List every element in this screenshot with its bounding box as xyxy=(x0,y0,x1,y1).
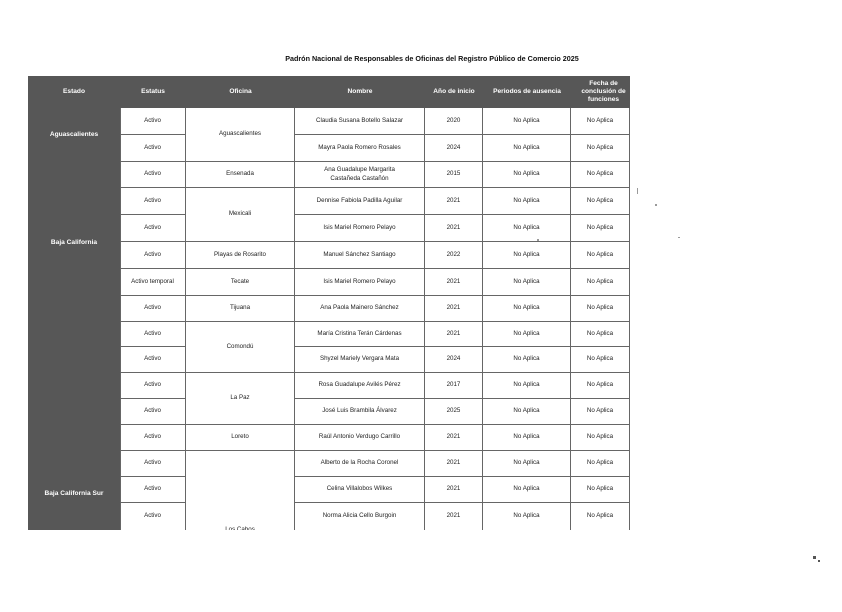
nombre-cell: José Luis Brambila Álvarez xyxy=(295,399,425,425)
fecha-cell: No Aplica xyxy=(571,269,630,296)
nombre-cell: Claudia Susana Botello Salazar xyxy=(295,108,425,135)
oficina-cell: Playas de Rosarito xyxy=(186,242,295,269)
oficina-cell: La Paz xyxy=(186,373,295,425)
nombre-cell: Raúl Antonio Verdugo Carrillo xyxy=(295,425,425,451)
periodos-cell: No Aplica xyxy=(483,162,571,188)
estatus-cell: Activo xyxy=(120,322,186,347)
anio-cell: 2017 xyxy=(425,373,483,399)
estado-baja-california: Baja California xyxy=(50,238,98,246)
oficina-cell-label: Los Cabos xyxy=(225,526,255,530)
anio-cell: 2021 xyxy=(425,296,483,322)
periodos-cell: No Aplica xyxy=(483,425,571,451)
nombre-cell: Ana Paola Mainero Sánchez xyxy=(295,296,425,322)
periodos-cell: No Aplica xyxy=(483,215,571,242)
fecha-cell: No Aplica xyxy=(571,242,630,269)
nombre-cell: Ana Guadalupe Margarita Castañeda Castañón xyxy=(295,162,425,188)
anio-cell: 2021 xyxy=(425,322,483,347)
oficina-cell: Comondú xyxy=(186,322,295,373)
header-estatus: Estatus xyxy=(141,87,165,95)
fecha-cell: No Aplica xyxy=(571,451,630,477)
estatus-cell: Activo xyxy=(120,347,186,373)
fecha-cell: No Aplica xyxy=(571,296,630,322)
periodos-cell: No Aplica xyxy=(483,322,571,347)
fecha-cell: No Aplica xyxy=(571,108,630,135)
periodos-cell: No Aplica xyxy=(483,347,571,373)
fecha-cell: No Aplica xyxy=(571,322,630,347)
header-anio: Año de inicio xyxy=(433,87,475,95)
periodos-cell: No Aplica xyxy=(483,503,571,530)
header-fecha: Fecha de conclusión de funciones xyxy=(581,79,626,104)
periodos-cell: No Aplica xyxy=(483,373,571,399)
oficina-cell: Loreto xyxy=(186,425,295,451)
fecha-cell: No Aplica xyxy=(571,425,630,451)
estatus-cell: Activo xyxy=(120,242,186,269)
nombre-cell: Celina Villalobos Wilkes xyxy=(295,477,425,503)
estatus-cell: Activo xyxy=(120,451,186,477)
estatus-cell: Activo xyxy=(120,477,186,503)
estatus-cell: Activo xyxy=(120,373,186,399)
estatus-cell: Activo xyxy=(120,108,186,135)
periodos-cell: No Aplica xyxy=(483,242,571,269)
nombre-cell: Mayra Paola Romero Rosales xyxy=(295,135,425,162)
scan-speck xyxy=(637,188,638,194)
anio-cell: 2021 xyxy=(425,269,483,296)
fecha-cell: No Aplica xyxy=(571,135,630,162)
nombre-cell: Norma Alicia Cello Burgoin xyxy=(295,503,425,530)
header-nombre: Nombre xyxy=(347,87,373,95)
anio-cell: 2021 xyxy=(425,503,483,530)
fecha-cell: No Aplica xyxy=(571,373,630,399)
periodos-cell: No Aplica xyxy=(483,451,571,477)
header-oficina: Oficina xyxy=(229,87,252,95)
periodos-cell: No Aplica xyxy=(483,296,571,322)
estatus-cell: Activo xyxy=(120,399,186,425)
oficina-cell: Mexicali xyxy=(186,188,295,242)
anio-cell: 2024 xyxy=(425,135,483,162)
oficina-cell: Aguascalientes xyxy=(186,108,295,162)
periodos-cell: No Aplica xyxy=(483,399,571,425)
header-estado: Estado xyxy=(63,87,85,95)
nombre-cell: Shyzel Mariely Vergara Mata xyxy=(295,347,425,373)
estatus-cell: Activo xyxy=(120,162,186,188)
nombre-cell: Manuel Sánchez Santiago xyxy=(295,242,425,269)
nombre-cell: María Cristina Terán Cárdenas xyxy=(295,322,425,347)
periodos-cell: No Aplica xyxy=(483,477,571,503)
scan-speck xyxy=(818,560,820,562)
nombre-cell: Rosa Guadalupe Avilés Pérez xyxy=(295,373,425,399)
scan-speck xyxy=(655,204,657,206)
anio-cell: 2020 xyxy=(425,108,483,135)
anio-cell: 2021 xyxy=(425,188,483,215)
fecha-cell: No Aplica xyxy=(571,347,630,373)
oficina-cell: Tijuana xyxy=(186,296,295,322)
estatus-cell: Activo xyxy=(120,135,186,162)
fecha-cell: No Aplica xyxy=(571,503,630,530)
estatus-cell: Activo xyxy=(120,296,186,322)
fecha-cell: No Aplica xyxy=(571,162,630,188)
anio-cell: 2021 xyxy=(425,451,483,477)
fecha-cell: No Aplica xyxy=(571,399,630,425)
anio-cell: 2024 xyxy=(425,347,483,373)
header-periodos: Periodos de ausencia xyxy=(493,87,561,95)
anio-cell: 2021 xyxy=(425,425,483,451)
document-title: Padrón Nacional de Responsables de Oficinas del Registro Público de Comercio 2025 xyxy=(285,54,579,63)
estado-column xyxy=(28,108,120,530)
estatus-cell: Activo temporal xyxy=(120,269,186,296)
oficina-cell xyxy=(186,451,295,530)
periodos-cell: No Aplica xyxy=(483,108,571,135)
nombre-cell: Isis Mariel Romero Pelayo xyxy=(295,215,425,242)
estatus-cell: Activo xyxy=(120,503,186,530)
periodos-cell: No Aplica xyxy=(483,269,571,296)
nombre-cell: Isis Mariel Romero Pelayo xyxy=(295,269,425,296)
oficina-cell: Tecate xyxy=(186,269,295,296)
anio-cell: 2022 xyxy=(425,242,483,269)
scan-speck xyxy=(678,237,680,238)
table-header-row xyxy=(28,76,630,108)
scan-speck xyxy=(813,556,816,559)
anio-cell: 2015 xyxy=(425,162,483,188)
nombre-cell: Dennise Fabiola Padilla Aguilar xyxy=(295,188,425,215)
estado-baja-california-sur: Baja California Sur xyxy=(44,489,104,497)
scan-speck xyxy=(537,239,539,241)
estatus-cell: Activo xyxy=(120,215,186,242)
fecha-cell: No Aplica xyxy=(571,215,630,242)
estatus-cell: Activo xyxy=(120,188,186,215)
periodos-cell: No Aplica xyxy=(483,135,571,162)
anio-cell: 2021 xyxy=(425,215,483,242)
estatus-cell: Activo xyxy=(120,425,186,451)
fecha-cell: No Aplica xyxy=(571,188,630,215)
fecha-cell: No Aplica xyxy=(571,477,630,503)
periodos-cell: No Aplica xyxy=(483,188,571,215)
nombre-cell: Alberto de la Rocha Coronel xyxy=(295,451,425,477)
estado-aguascalientes: Aguascalientes xyxy=(49,130,99,138)
anio-cell: 2021 xyxy=(425,477,483,503)
anio-cell: 2025 xyxy=(425,399,483,425)
oficina-cell: Ensenada xyxy=(186,162,295,188)
